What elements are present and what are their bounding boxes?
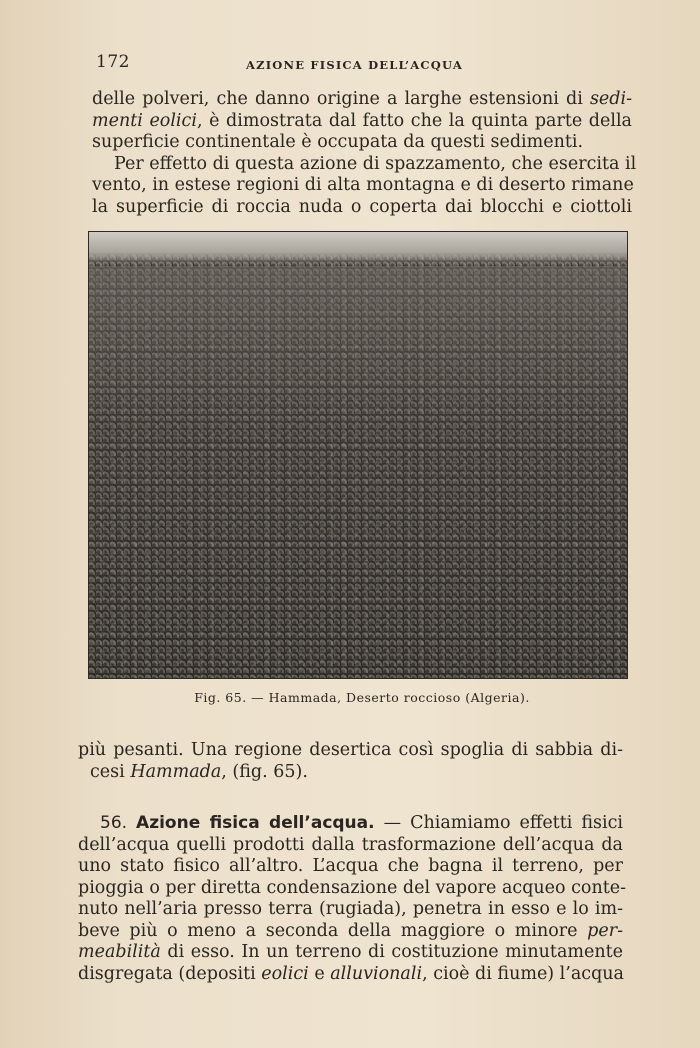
- text-line: più pesanti. Una regione desertica così spoglia di sabbia di-: [78, 740, 623, 760]
- running-head: AZIONE FISICA DELL’ACQUA: [246, 58, 463, 72]
- text-line: delle polveri, che danno origine a larghe estensioni di sedi-: [92, 89, 632, 109]
- figure-caption: Fig. 65. — Hammada, Deserto roccioso (Algeria).: [194, 690, 530, 705]
- text-line: uno stato fisico all’altro. L’acqua che bagna il terreno, per: [78, 856, 623, 876]
- text-line: Per effetto di questa azione di spazzamento, che esercita il: [114, 153, 637, 174]
- text-line: cesi Hammada, (fig. 65).: [90, 761, 308, 782]
- text-line: beve più o meno a seconda della maggiore o minore per-: [78, 920, 623, 941]
- figure-photo-hammada: [88, 231, 628, 679]
- text-line: nuto nell’aria presso terra (rugiada), penetra in esso e lo im-: [78, 899, 623, 919]
- text-line: meabilità di esso. In un terreno di costituzione minutamente: [78, 942, 623, 962]
- section-56: [78, 813, 627, 985]
- section-number: 56.: [100, 813, 128, 833]
- section-title: Azione fisica dell’acqua.: [136, 813, 375, 833]
- paragraph-hammada: [78, 740, 623, 783]
- text-line: pioggia o per diretta condensazione del vapore acqueo conte-: [78, 877, 627, 898]
- text-line: vento, in estese regioni di alta montagna e di deserto rimane: [92, 175, 634, 195]
- text-line: la superficie di roccia nuda o coperta dai blocchi e ciottoli: [92, 196, 632, 217]
- text-line: menti eolici, è dimostrata dal fatto che la quinta parte della: [92, 110, 632, 131]
- text-line: dell’acqua quelli prodotti dalla trasformazione dell’acqua da: [78, 834, 623, 855]
- page-number: 172: [96, 52, 130, 72]
- section-heading-line: 56. Azione fisica dell’acqua. — Chiamiamo effetti fisici: [100, 813, 623, 833]
- page-header: [96, 52, 626, 76]
- paragraph-intro: [92, 89, 637, 218]
- text-line: disgregata (depositi eolici e alluvionali, cioè di fiume) l’acqua: [78, 963, 624, 984]
- text-line: superficie continentale è occupata da questi sedimenti.: [92, 132, 584, 152]
